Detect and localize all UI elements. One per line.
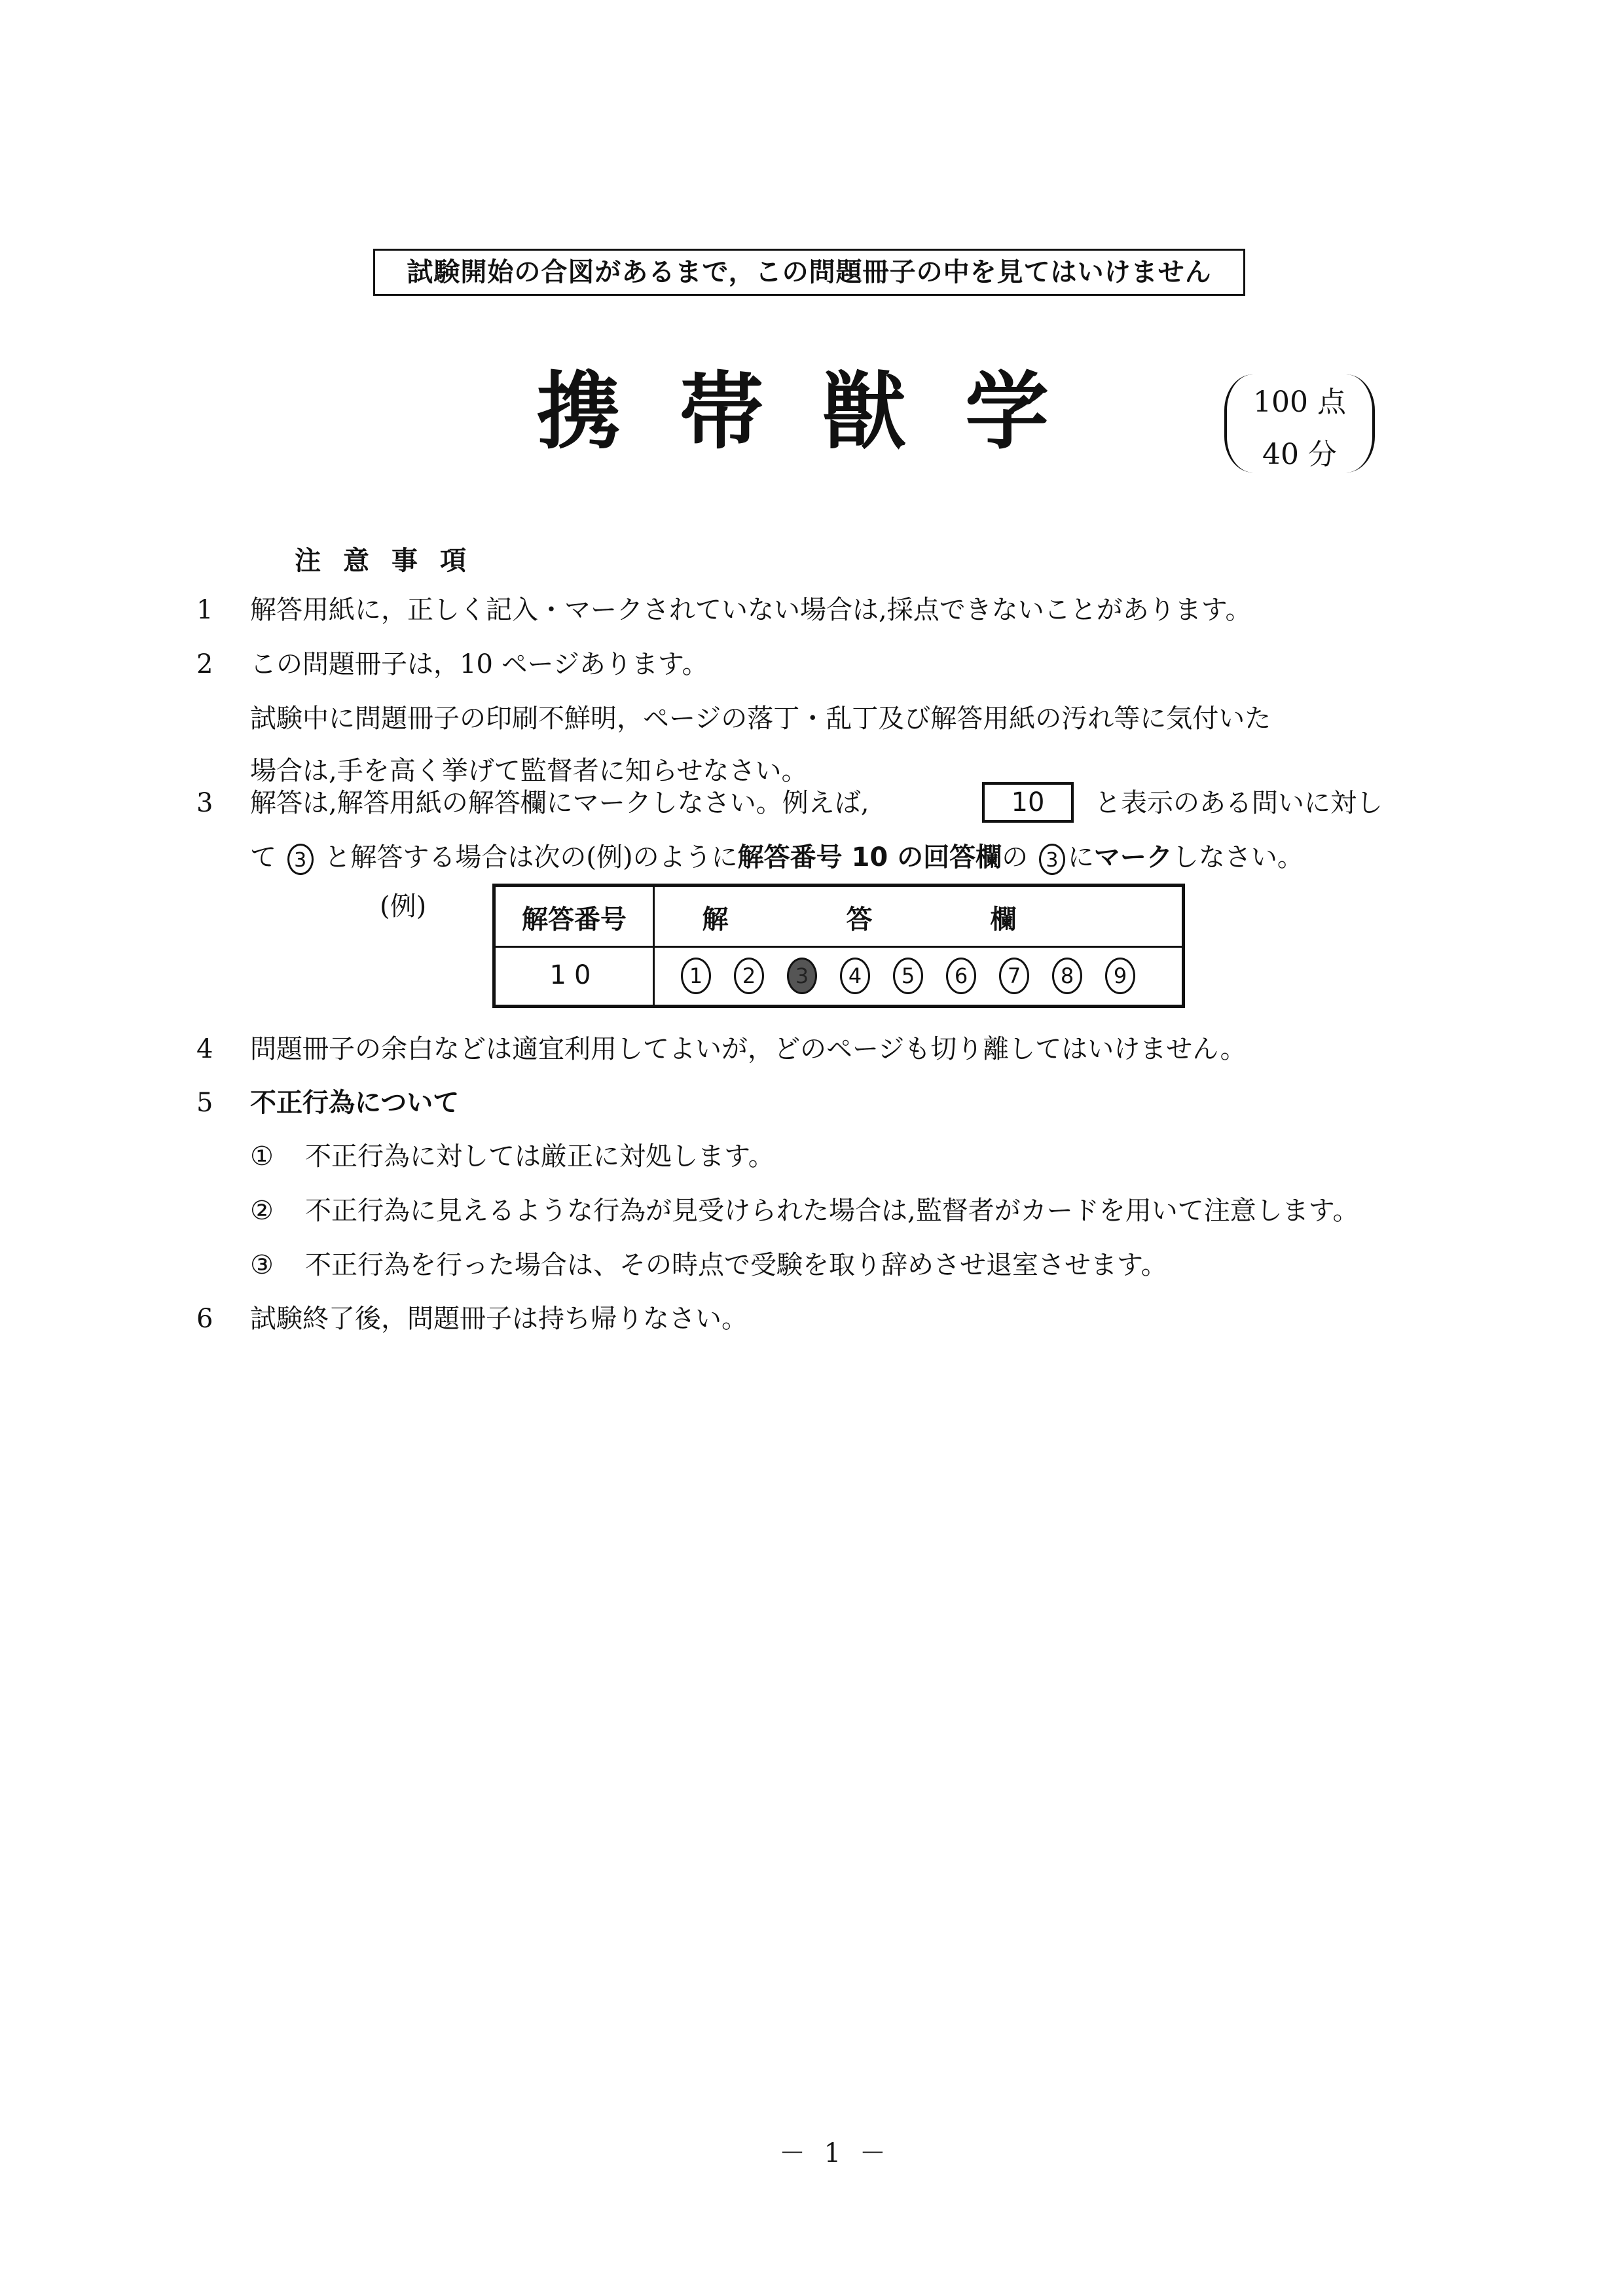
bubble-8: 8: [1052, 958, 1082, 994]
exam-notice-box: 試験開始の合図があるまで，この問題冊子の中を見てはいけません: [373, 249, 1245, 296]
row-answer-number: 10: [549, 960, 599, 990]
header-answer-number: 解答番号: [522, 905, 627, 935]
note-5-sub-1: ① 不正行為に対しては厳正に対処します。: [250, 1141, 775, 1172]
left-bracket: [1224, 374, 1253, 473]
points-label: 100 点: [1253, 386, 1346, 419]
note-3-line-2: て 3 と解答する場合は次の(例)のように解答番号 10 の回答欄の 3 にマークしなさい。: [250, 838, 1304, 877]
bubble-9: 9: [1105, 958, 1135, 994]
marked-3-icon: 3: [287, 844, 314, 875]
note-2: 2 この問題冊子は，10 ページあります。: [196, 649, 708, 679]
page-number: － 1 －: [779, 2138, 891, 2168]
note-2-line-2: 試験中に問題冊子の印刷不鮮明，ページの落丁・乱丁及び解答用紙の汚れ等に気付いた: [250, 704, 1271, 734]
example-label: (例): [380, 891, 427, 922]
note-3-tail: と表示のある問いに対し: [1095, 788, 1383, 818]
bubble-7: 7: [999, 958, 1029, 994]
note-5-sub-2: ② 不正行為に見えるような行為が見受けられた場合は,監督者がカードを用いて注意します。: [250, 1196, 1359, 1226]
answer-number-box: 10: [982, 782, 1074, 823]
note-2-line-3: 場合は,手を高く挙げて監督者に知らせなさい。: [250, 756, 808, 786]
note-6: 6 試験終了後，問題冊子は持ち帰りなさい。: [196, 1304, 748, 1334]
exam-title: 携帯獣学: [537, 363, 1108, 461]
time-label: 40 分: [1262, 438, 1337, 471]
example-answer-table: [492, 884, 1185, 1008]
answer-bubbles: [681, 958, 1158, 994]
note-5: 5 不正行為について: [196, 1088, 460, 1118]
header-answer-column: 解答欄: [702, 905, 1135, 935]
notes-heading: 注意事項: [295, 546, 488, 576]
bubble-5: 5: [893, 958, 923, 994]
score-time-bracket: [1224, 374, 1375, 473]
note-5-sub-3: ③ 不正行為を行った場合は、その時点で受験を取り辞めさせ退室させます。: [250, 1250, 1167, 1280]
bubble-3-marked: 3: [787, 958, 817, 994]
bubble-6: 6: [946, 958, 976, 994]
marked-3-icon-2: 3: [1039, 844, 1065, 875]
note-3: 3 解答は,解答用紙の解答欄にマークしなさい。例えば,: [196, 788, 869, 818]
note-4: 4 問題冊子の余白などは適宜利用してよいが，どのページも切り離してはいけません。: [196, 1034, 1247, 1064]
bubble-4: 4: [840, 958, 870, 994]
bubble-1: 1: [681, 958, 711, 994]
right-bracket: [1346, 374, 1375, 473]
bubble-2: 2: [734, 958, 764, 994]
note-1: 1 解答用紙に，正しく記入・マークされていない場合は,採点できないことがあります。: [196, 595, 1252, 625]
